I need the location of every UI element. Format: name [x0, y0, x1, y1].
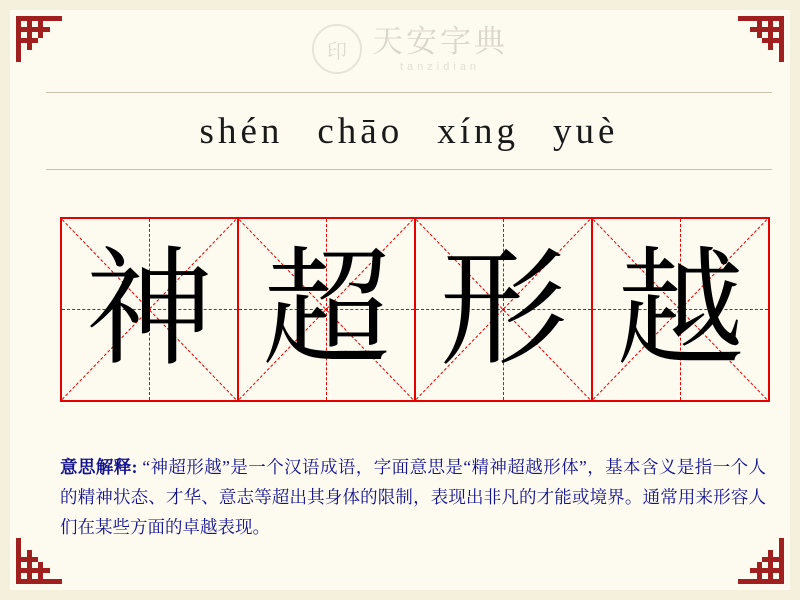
brand-name-cn: 天安字典 — [372, 23, 508, 59]
ornament-corner-bottom-right — [738, 538, 784, 584]
character-cell — [237, 217, 416, 402]
character-cell — [414, 217, 593, 402]
pinyin-syllable-2: chāo — [317, 110, 404, 152]
seal-icon — [312, 24, 362, 74]
seal-glyph: 印 — [327, 40, 347, 63]
ornament-corner-bottom-left — [16, 538, 62, 584]
character-grid — [60, 217, 770, 402]
character-cell — [60, 217, 239, 402]
brand-name-en: tanzidian — [399, 60, 481, 73]
explanation-text: “神超形越”是一个汉语成语，字面意思是“精神超越形体”，基本含义是指一个人的精神状态、才华、意志等超出其身体的限制，表现出非凡的才能或境界。通常用来形容人们在某些方面的卓越表现。 — [60, 457, 766, 538]
pinyin-section — [46, 92, 772, 170]
character-cell — [591, 217, 770, 402]
character-glyph: 越 — [616, 238, 745, 381]
pinyin-syllable-1: shén — [199, 110, 284, 152]
brand-watermark — [10, 24, 800, 74]
pinyin-syllable-3: xíng — [437, 110, 520, 152]
character-glyph: 神 — [85, 238, 214, 381]
brand-text — [372, 23, 508, 73]
pinyin-syllable-4: yuè — [553, 110, 619, 152]
explanation-label: 意思解释: — [60, 457, 138, 477]
character-glyph: 形 — [439, 238, 568, 381]
character-glyph: 超 — [262, 238, 391, 381]
pinyin-text — [46, 92, 772, 170]
explanation-section — [60, 452, 766, 542]
